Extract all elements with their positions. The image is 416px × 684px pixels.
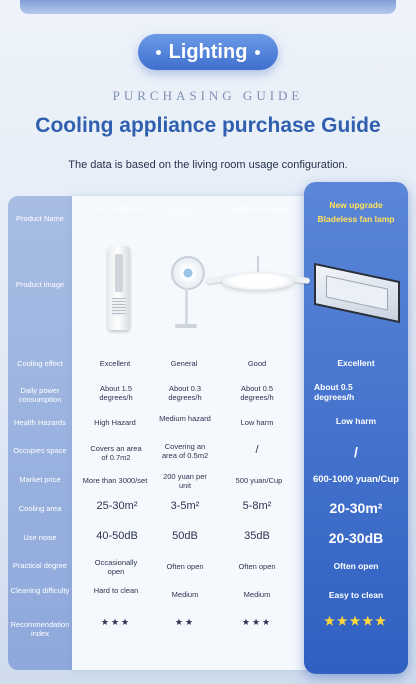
cell: High Hazard bbox=[94, 418, 136, 427]
cell: Medium hazard bbox=[159, 414, 211, 423]
featured-cell: About 0.5 degrees/h bbox=[314, 382, 355, 402]
row-label: Daily power consumption bbox=[18, 386, 62, 404]
row-label: Market price bbox=[19, 475, 61, 484]
cell: Low harm bbox=[240, 418, 274, 427]
cell: 3-5m² bbox=[170, 500, 200, 512]
featured-cell: Low harm bbox=[335, 416, 377, 426]
cell: About 1.5 degrees/h bbox=[99, 384, 133, 402]
header-fan-lamp: Traditional fan lamp bbox=[227, 206, 289, 213]
cell: Excellent bbox=[99, 359, 131, 368]
cell: Covering an area of 0.5m2 bbox=[161, 442, 209, 460]
cell: General bbox=[170, 359, 198, 368]
floor-fan-pole bbox=[185, 288, 188, 324]
cell: About 0.5 degrees/h bbox=[240, 384, 274, 402]
config-note: The data is based on the living room usage configuration. bbox=[68, 159, 348, 171]
featured-cell: / bbox=[354, 444, 358, 460]
star-rating: ★★ bbox=[174, 617, 196, 627]
cell: 25-30m² bbox=[96, 500, 138, 512]
subtitle: PURCHASING GUIDE bbox=[112, 88, 304, 103]
featured-cell: Easy to clean bbox=[328, 590, 384, 600]
comparison-table bbox=[8, 190, 408, 674]
cell: More than 3000/set bbox=[82, 476, 148, 485]
badge-label: Lighting bbox=[168, 40, 248, 63]
header-featured-1: New upgrade bbox=[329, 200, 383, 210]
cell: 5-8m² bbox=[242, 500, 272, 512]
row-label: Cleaning difficulty bbox=[10, 586, 70, 595]
cell: Good bbox=[247, 359, 267, 368]
featured-cell: Excellent bbox=[337, 358, 375, 368]
cell: 40-50dB bbox=[96, 530, 138, 542]
row-label: Health Hazards bbox=[14, 418, 66, 427]
featured-column bbox=[304, 182, 408, 674]
star-rating-featured: ★★★★★ bbox=[324, 614, 388, 628]
cell: Medium bbox=[243, 590, 271, 599]
row-label: Occupies space bbox=[13, 446, 67, 455]
cell: Covers an area of 0.7m2 bbox=[90, 444, 142, 462]
header-featured-2: Bladeless fan lamp bbox=[317, 214, 395, 224]
row-label: Product Name bbox=[16, 214, 64, 223]
cell: 35dB bbox=[244, 530, 270, 542]
cell: 500 yuan/Cup bbox=[235, 476, 283, 485]
row-label: Product image bbox=[15, 280, 65, 289]
star-rating: ★★★ bbox=[241, 617, 273, 627]
cell: Often open bbox=[238, 562, 276, 571]
cell: 200 yuan per unit bbox=[163, 472, 207, 490]
lighting-badge bbox=[138, 34, 278, 70]
row-label: Cooling effect bbox=[17, 359, 63, 368]
dot-icon bbox=[156, 50, 161, 55]
cell: Hard to clean bbox=[93, 586, 139, 595]
row-label: Cooling area bbox=[18, 504, 62, 513]
header-ac: Air conditioner bbox=[97, 206, 143, 213]
cell: / bbox=[255, 444, 259, 456]
label-column bbox=[8, 196, 72, 670]
row-label: Recommendation index bbox=[10, 620, 70, 638]
featured-cell: Often open bbox=[333, 561, 379, 571]
row-label: Practical degree bbox=[12, 561, 68, 570]
cell: Medium bbox=[171, 590, 199, 599]
cell: About 0.3 degrees/h bbox=[168, 384, 202, 402]
dot-icon bbox=[255, 50, 260, 55]
cell: Occasionally open bbox=[94, 558, 138, 576]
row-label: Use noise bbox=[23, 533, 57, 542]
featured-cell: 20-30m² bbox=[329, 500, 383, 516]
fan-lamp-image bbox=[222, 272, 294, 290]
air-conditioner-image bbox=[108, 246, 130, 330]
floor-fan-base bbox=[175, 324, 197, 328]
page-title: Cooling appliance purchase Guide bbox=[35, 114, 381, 137]
floor-fan-image bbox=[171, 256, 205, 290]
header-floor-fan: Floor fan bbox=[170, 210, 198, 217]
top-bar-decoration bbox=[20, 0, 396, 14]
cell: 50dB bbox=[172, 530, 198, 542]
featured-cell: 20-30dB bbox=[328, 530, 384, 546]
star-rating: ★★★ bbox=[100, 617, 132, 627]
cell: Often open bbox=[166, 562, 204, 571]
featured-cell: 600-1000 yuan/Cup bbox=[312, 474, 400, 485]
